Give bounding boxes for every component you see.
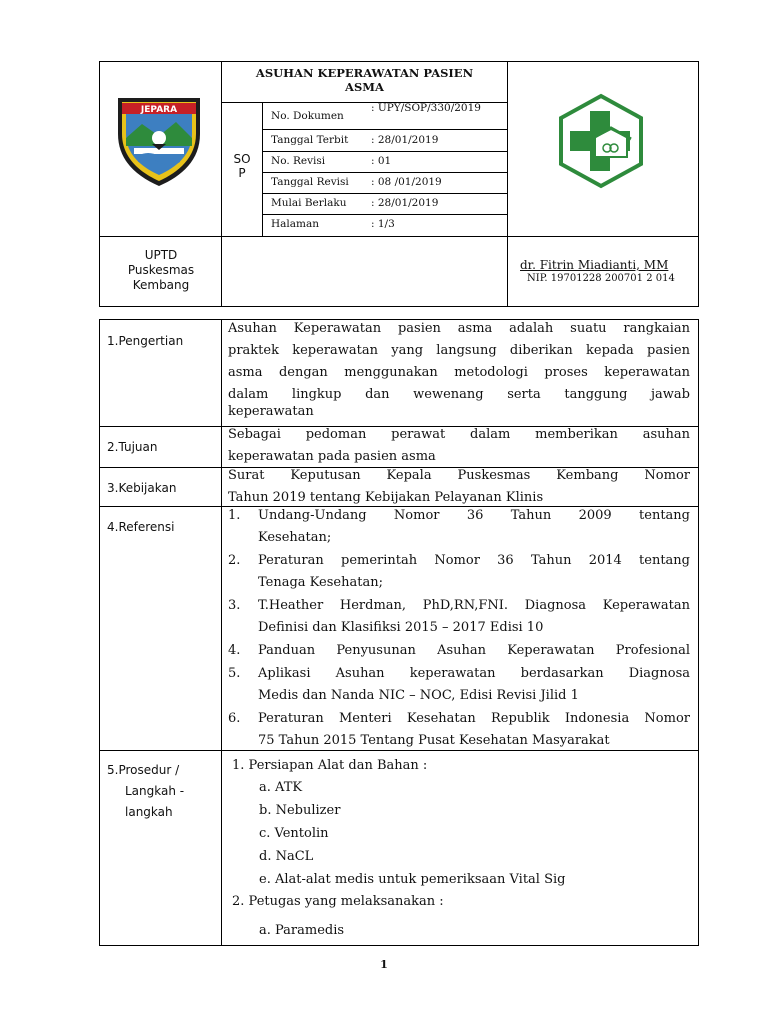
org-line-3: Kembang	[132, 278, 190, 292]
meta-key-effective-date: Mulai Berlaku	[271, 197, 347, 209]
reference-text-cont: 75 Tahun 2015 Tentang Pusat Kesehatan Masyarakat	[258, 733, 610, 748]
reference-item	[228, 663, 690, 708]
reference-text: Aplikasi Asuhan keperawatan berdasarkan Diagnosa	[258, 666, 690, 681]
crest-banner-text: JEPARA	[140, 105, 178, 115]
tujuan-line: keperawatan pada pasien asma	[228, 449, 436, 464]
procedure-substep: a. ATK	[259, 780, 303, 795]
org-line-1: UPTD	[144, 248, 178, 262]
meta-value-doc-number: : UPY/SOP/330/2019	[371, 102, 481, 114]
reference-text: Undang-Undang Nomor 36 Tahun 2009 tentang	[258, 508, 690, 523]
sop-label-line-1: SO	[233, 152, 251, 166]
reference-number: 6.	[228, 711, 241, 726]
reference-text-cont: Definisi dan Klasifiksi 2015 – 2017 Edisi 10	[258, 620, 544, 635]
sop-label	[224, 152, 260, 180]
reference-text-cont: Tenaga Kesehatan;	[258, 575, 383, 590]
reference-item	[228, 708, 690, 753]
document-title	[222, 66, 507, 94]
jepara-crest-logo	[112, 94, 206, 188]
org-line-2: Puskesmas	[127, 263, 195, 277]
pengertian-line: asma dengan menggunakan metodologi proses keperawatan	[228, 365, 690, 380]
pengertian-line: Asuhan Keperawatan pasien asma adalah suatu rangkaian	[228, 321, 690, 336]
section-label-kebijakan: 3.Kebijakan	[107, 481, 177, 495]
procedure-substep: c. Ventolin	[259, 826, 329, 841]
kebijakan-line: Surat Keputusan Kepala Puskesmas Kembang Nomor	[228, 468, 690, 483]
procedure-substep: b. Nebulizer	[259, 803, 341, 818]
reference-number: 3.	[228, 598, 241, 613]
procedure-substep: e. Alat-alat medis untuk pemeriksaan Vital Sig	[259, 872, 566, 887]
kebijakan-line: Tahun 2019 tentang Kebijakan Pelayanan Klinis	[228, 490, 544, 505]
tujuan-line: Sebagai pedoman perawat dalam memberikan asuhan	[228, 427, 690, 442]
reference-number: 2.	[228, 553, 241, 568]
meta-value-page: : 1/3	[371, 218, 395, 230]
section-label-tujuan: 2.Tujuan	[107, 440, 158, 454]
title-line-2: ASMA	[345, 80, 384, 94]
pengertian-line: dalam lingkup dan wewenang serta tanggung jawab	[228, 387, 690, 402]
reference-number: 4.	[228, 643, 241, 658]
organization-name	[101, 248, 221, 293]
meta-key-doc-number: No. Dokumen	[271, 110, 344, 122]
prosedur-label-line-3: langkah	[125, 805, 173, 819]
sop-label-line-2: P	[238, 166, 246, 180]
page-number: 1	[380, 958, 388, 971]
reference-item	[228, 595, 690, 640]
reference-text-cont: Medis dan Nanda NIC – NOC, Edisi Revisi Jilid 1	[258, 688, 579, 703]
reference-number: 1.	[228, 508, 241, 523]
meta-key-issue-date: Tanggal Terbit	[271, 134, 349, 146]
procedure-step: 1. Persiapan Alat dan Bahan :	[232, 758, 428, 773]
meta-key-revision-number: No. Revisi	[271, 155, 326, 167]
reference-text-cont: Kesehatan;	[258, 530, 332, 545]
signer-name: dr. Fitrin Miadianti, MM	[520, 258, 669, 272]
meta-value-revision-date: : 08 /01/2019	[371, 176, 442, 188]
reference-item	[228, 640, 690, 663]
procedure-step: 2. Petugas yang melaksanakan :	[232, 894, 444, 909]
signer-nip: NIP. 19701228 200701 2 014	[527, 273, 675, 284]
meta-value-revision-number: : 01	[371, 155, 392, 167]
reference-item	[228, 550, 690, 595]
reference-text: Peraturan pemerintah Nomor 36 Tahun 2014 tentang	[258, 553, 690, 568]
meta-key-page: Halaman	[271, 218, 320, 230]
meta-value-issue-date: : 28/01/2019	[371, 134, 439, 146]
procedure-substep: d. NaCL	[259, 849, 314, 864]
reference-text: Panduan Penyusunan Asuhan Keperawatan Profesional	[258, 643, 690, 658]
procedure-substep: a. Paramedis	[259, 923, 345, 938]
meta-value-effective-date: : 28/01/2019	[371, 197, 439, 209]
puskesmas-logo	[553, 93, 649, 189]
reference-text: Peraturan Menteri Kesehatan Republik Indonesia Nomor	[258, 711, 690, 726]
meta-key-revision-date: Tanggal Revisi	[271, 176, 349, 188]
reference-number: 5.	[228, 666, 241, 681]
reference-text: T.Heather Herdman, PhD,RN,FNI. Diagnosa Keperawatan	[258, 598, 690, 613]
section-label-referensi: 4.Referensi	[107, 520, 175, 534]
pengertian-line: keperawatan	[228, 404, 314, 419]
title-line-1: ASUHAN KEPERAWATAN PASIEN	[255, 66, 474, 80]
reference-item	[228, 505, 690, 550]
section-label-pengertian: 1.Pengertian	[107, 334, 184, 348]
prosedur-label-line-2: Langkah -	[125, 784, 185, 798]
prosedur-label-line-1: 5.Prosedur /	[107, 763, 180, 777]
pengertian-line: praktek keperawatan yang langsung diberikan kepada pasien	[228, 343, 690, 358]
